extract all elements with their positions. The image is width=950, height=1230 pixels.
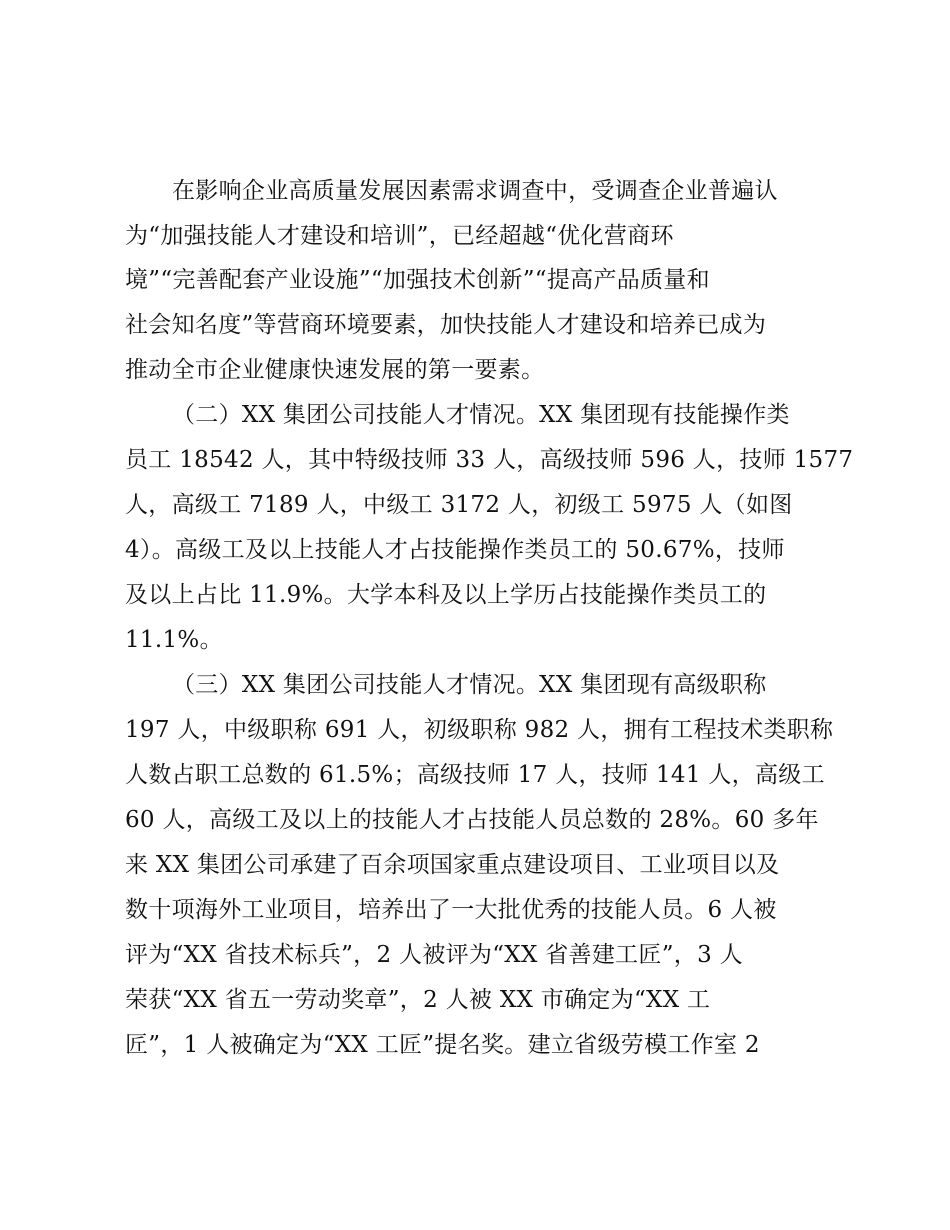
- paragraph-3-line-8: 荣获“XX 省五一劳动奖章”，2 人被 XX 市确定为“XX 工: [125, 987, 711, 1013]
- paragraph-1-line-1: 在影响企业高质量发展因素需求调查中，受调查企业普遍认: [172, 178, 778, 204]
- paragraph-1-line-2: 为“加强技能人才建设和培训”，已经超越“优化营商环: [125, 223, 674, 249]
- paragraph-2-line-5: 及以上占比 11.9%。大学本科及以上学历占技能操作类员工的: [125, 582, 767, 608]
- paragraph-3-line-9: 匠”，1 人被确定为“XX 工匠”提名奖。建立省级劳模工作室 2: [125, 1032, 760, 1058]
- paragraph-1-line-3: 境”“完善配套产业设施”“加强技术创新”“提高产品质量和: [125, 267, 710, 293]
- paragraph-2-line-1: （二）XX 集团公司技能人才情况。XX 集团现有技能操作类: [172, 402, 790, 428]
- paragraph-3-line-4: 60 人，高级工及以上的技能人才占技能人员总数的 28%。60 多年: [125, 807, 819, 833]
- paragraph-2-line-6: 11.1%。: [125, 627, 223, 653]
- paragraph-2-line-2: 员工 18542 人，其中特级技师 33 人，高级技师 596 人，技师 1577: [125, 447, 854, 473]
- paragraph-2-line-4: 4）。高级工及以上技能人才占技能操作类员工的 50.67%，技师: [125, 537, 785, 563]
- paragraph-2-line-3: 人，高级工 7189 人，中级工 3172 人，初级工 5975 人（如图: [125, 492, 793, 518]
- paragraph-3-line-1: （三）XX 集团公司技能人才情况。XX 集团现有高级职称: [172, 672, 767, 698]
- paragraph-3-line-3: 人数占职工总数的 61.5%；高级技师 17 人，技师 141 人，高级工: [125, 762, 825, 788]
- paragraph-1-line-5: 推动全市企业健康快速发展的第一要素。: [125, 357, 545, 383]
- paragraph-3-line-6: 数十项海外工业项目，培养出了一大批优秀的技能人员。6 人被: [125, 897, 777, 923]
- paragraph-3-line-7: 评为“XX 省技术标兵”，2 人被评为“XX 省善建工匠”，3 人: [125, 942, 743, 968]
- paragraph-3-line-2: 197 人，中级职称 691 人，初级职称 982 人，拥有工程技术类职称: [125, 717, 834, 743]
- paragraph-3-line-5: 来 XX 集团公司承建了百余项国家重点建设项目、工业项目以及: [125, 852, 780, 878]
- paragraph-1-line-4: 社会知名度”等营商环境要素，加快技能人才建设和培养已成为: [125, 312, 767, 338]
